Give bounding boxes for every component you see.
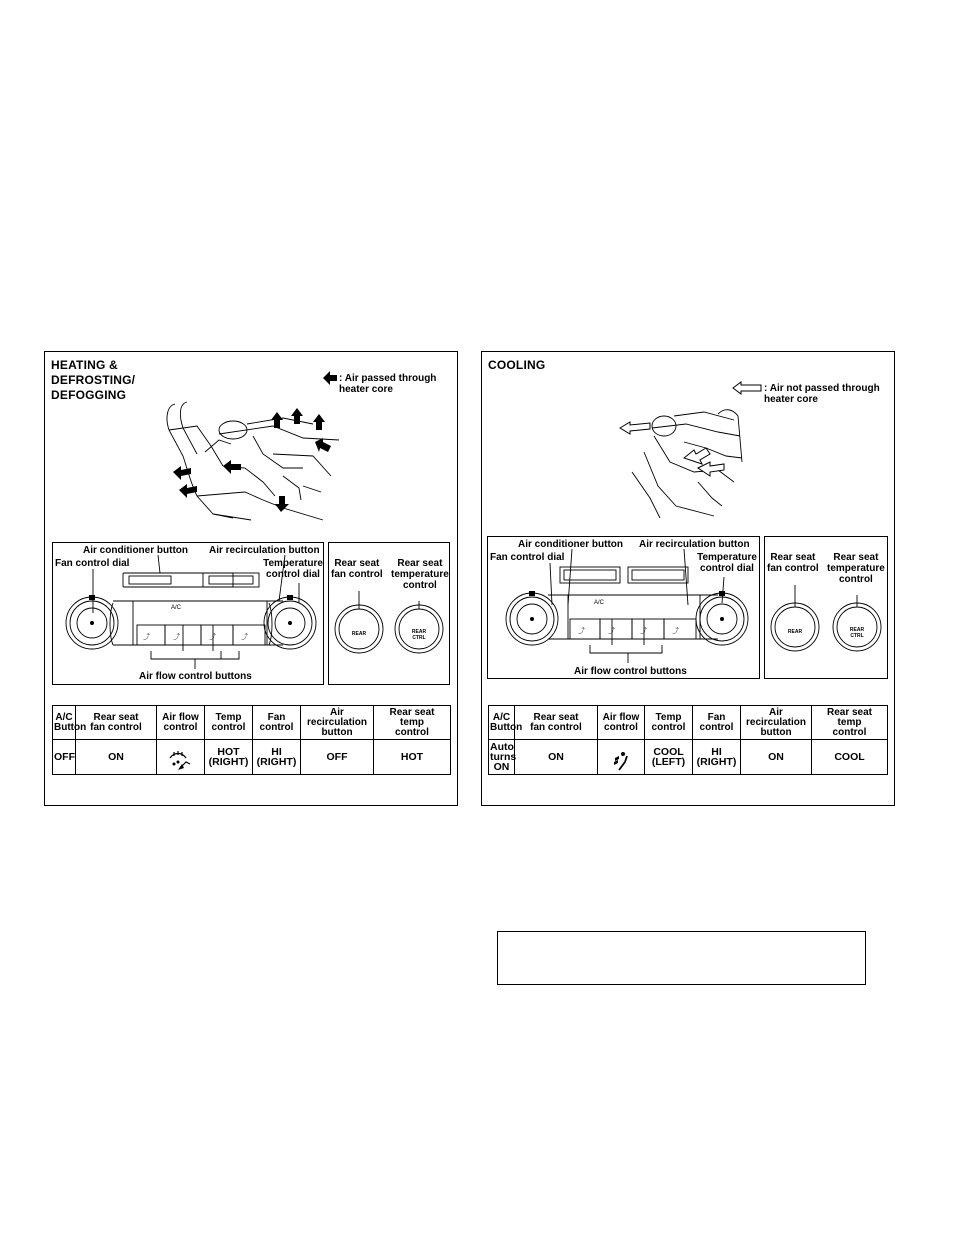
- svg-text:⤴: ⤴: [578, 627, 585, 635]
- label-fan-control-dial: Fan control dial: [490, 552, 565, 563]
- label-rear-seat-fan-control: Rear seat fan control: [331, 558, 383, 580]
- label-air-conditioner-button: Air conditioner button: [83, 545, 188, 556]
- front-panel-drawing: [488, 537, 761, 680]
- label-air-recirculation-button: Air recirculation button: [639, 539, 750, 550]
- table-row: [489, 740, 888, 775]
- svg-text:⤴: ⤴: [143, 633, 150, 641]
- header-ac-button: A/C Button: [489, 706, 515, 740]
- cooling-panel: [481, 351, 895, 806]
- value-air-flow-control: [157, 740, 205, 775]
- value-ac-button: Auto turns ON: [490, 741, 517, 773]
- value-air-flow-control: [598, 740, 645, 775]
- header-fan-control: Fan control: [693, 706, 741, 740]
- rear-fan-text: REAR: [351, 631, 367, 637]
- value-air-recirculation-button: ON: [741, 740, 812, 775]
- svg-text:⤴: ⤴: [173, 633, 180, 641]
- label-rear-seat-temperature-control: Rear seat temperature control: [827, 552, 885, 585]
- value-air-recirculation-button: OFF: [301, 740, 374, 775]
- svg-text:⤴: ⤴: [672, 627, 679, 635]
- heating-settings-table: [52, 705, 451, 775]
- front-control-panel: [487, 536, 760, 679]
- value-rear-seat-fan-control: ON: [76, 740, 157, 775]
- header-rear-seat-fan-control: Rear seat fan control: [515, 706, 598, 740]
- value-rear-seat-temp-control: COOL: [812, 740, 888, 775]
- value-temp-control: HOT (RIGHT): [205, 740, 253, 775]
- hollow-arrow-icon: [732, 381, 762, 395]
- cooling-settings-table: [488, 705, 888, 775]
- header-fan-control: Fan control: [253, 706, 301, 740]
- table-header-row: [489, 706, 888, 740]
- value-temp-control: COOL (LEFT): [645, 740, 693, 775]
- label-rear-seat-temperature-control: Rear seat temperature control: [391, 558, 449, 591]
- cooling-airflow-illustration: [614, 402, 746, 522]
- heating-defrosting-panel: [44, 351, 458, 806]
- label-air-flow-control-buttons: Air flow control buttons: [139, 671, 252, 682]
- heating-airflow-illustration: [153, 396, 341, 526]
- table-header-row: [53, 706, 451, 740]
- value-ac-button: OFF: [53, 740, 76, 775]
- label-air-conditioner-button: Air conditioner button: [518, 539, 623, 550]
- label-temperature-control-dial: Temperature control dial: [697, 552, 757, 574]
- ac-panel-text: A/C: [594, 600, 605, 606]
- header-rear-seat-temp-control: Rear seat temp control: [812, 706, 888, 740]
- rear-control-panel: [764, 536, 888, 679]
- solid-arrow-icon: [323, 371, 337, 385]
- header-ac-button: A/C Button: [53, 706, 76, 740]
- rear-ctrl-text: REAR CTRL: [411, 629, 427, 641]
- rear-control-panel: [328, 542, 450, 685]
- svg-text:⤴: ⤴: [608, 627, 615, 635]
- heating-title: HEATING & DEFROSTING/ DEFOGGING: [51, 358, 136, 402]
- label-air-recirculation-button: Air recirculation button: [209, 545, 320, 556]
- header-air-flow-control: Air flow control: [157, 706, 205, 740]
- rear-panel-drawing: [765, 537, 889, 680]
- face-vent-icon: [609, 750, 633, 772]
- rear-fan-text: REAR: [787, 629, 803, 635]
- cooling-legend: : Air not passed through heater core: [764, 383, 880, 405]
- svg-text:⤴: ⤴: [640, 627, 647, 635]
- rear-panel-drawing: [329, 543, 451, 686]
- rear-ctrl-text: REAR CTRL: [849, 627, 865, 639]
- header-rear-seat-fan-control: Rear seat fan control: [76, 706, 157, 740]
- value-fan-control: HI (RIGHT): [693, 740, 741, 775]
- header-air-recirculation-button: Air recirculation button: [301, 706, 374, 740]
- heating-legend: : Air passed through heater core: [339, 373, 437, 395]
- defrost-floor-icon: [168, 750, 194, 772]
- empty-note-box: [497, 931, 866, 985]
- header-temp-control: Temp control: [645, 706, 693, 740]
- label-temperature-control-dial: Temperature control dial: [263, 558, 323, 580]
- svg-text:⤴: ⤴: [241, 633, 248, 641]
- table-row: [53, 740, 451, 775]
- label-air-flow-control-buttons: Air flow control buttons: [574, 666, 687, 677]
- value-rear-seat-temp-control: HOT: [374, 740, 451, 775]
- header-air-flow-control: Air flow control: [598, 706, 645, 740]
- header-air-recirculation-button: Air recirculation button: [741, 706, 812, 740]
- ac-panel-text: A/C: [171, 605, 182, 611]
- value-fan-control: HI (RIGHT): [253, 740, 301, 775]
- header-rear-seat-temp-control: Rear seat temp control: [374, 706, 451, 740]
- header-temp-control: Temp control: [205, 706, 253, 740]
- svg-text:⤴: ⤴: [209, 633, 216, 641]
- value-rear-seat-fan-control: ON: [515, 740, 598, 775]
- label-fan-control-dial: Fan control dial: [55, 558, 130, 569]
- front-panel-drawing: [53, 543, 325, 686]
- front-control-panel: [52, 542, 324, 685]
- cooling-title: COOLING: [488, 358, 546, 372]
- label-rear-seat-fan-control: Rear seat fan control: [767, 552, 819, 574]
